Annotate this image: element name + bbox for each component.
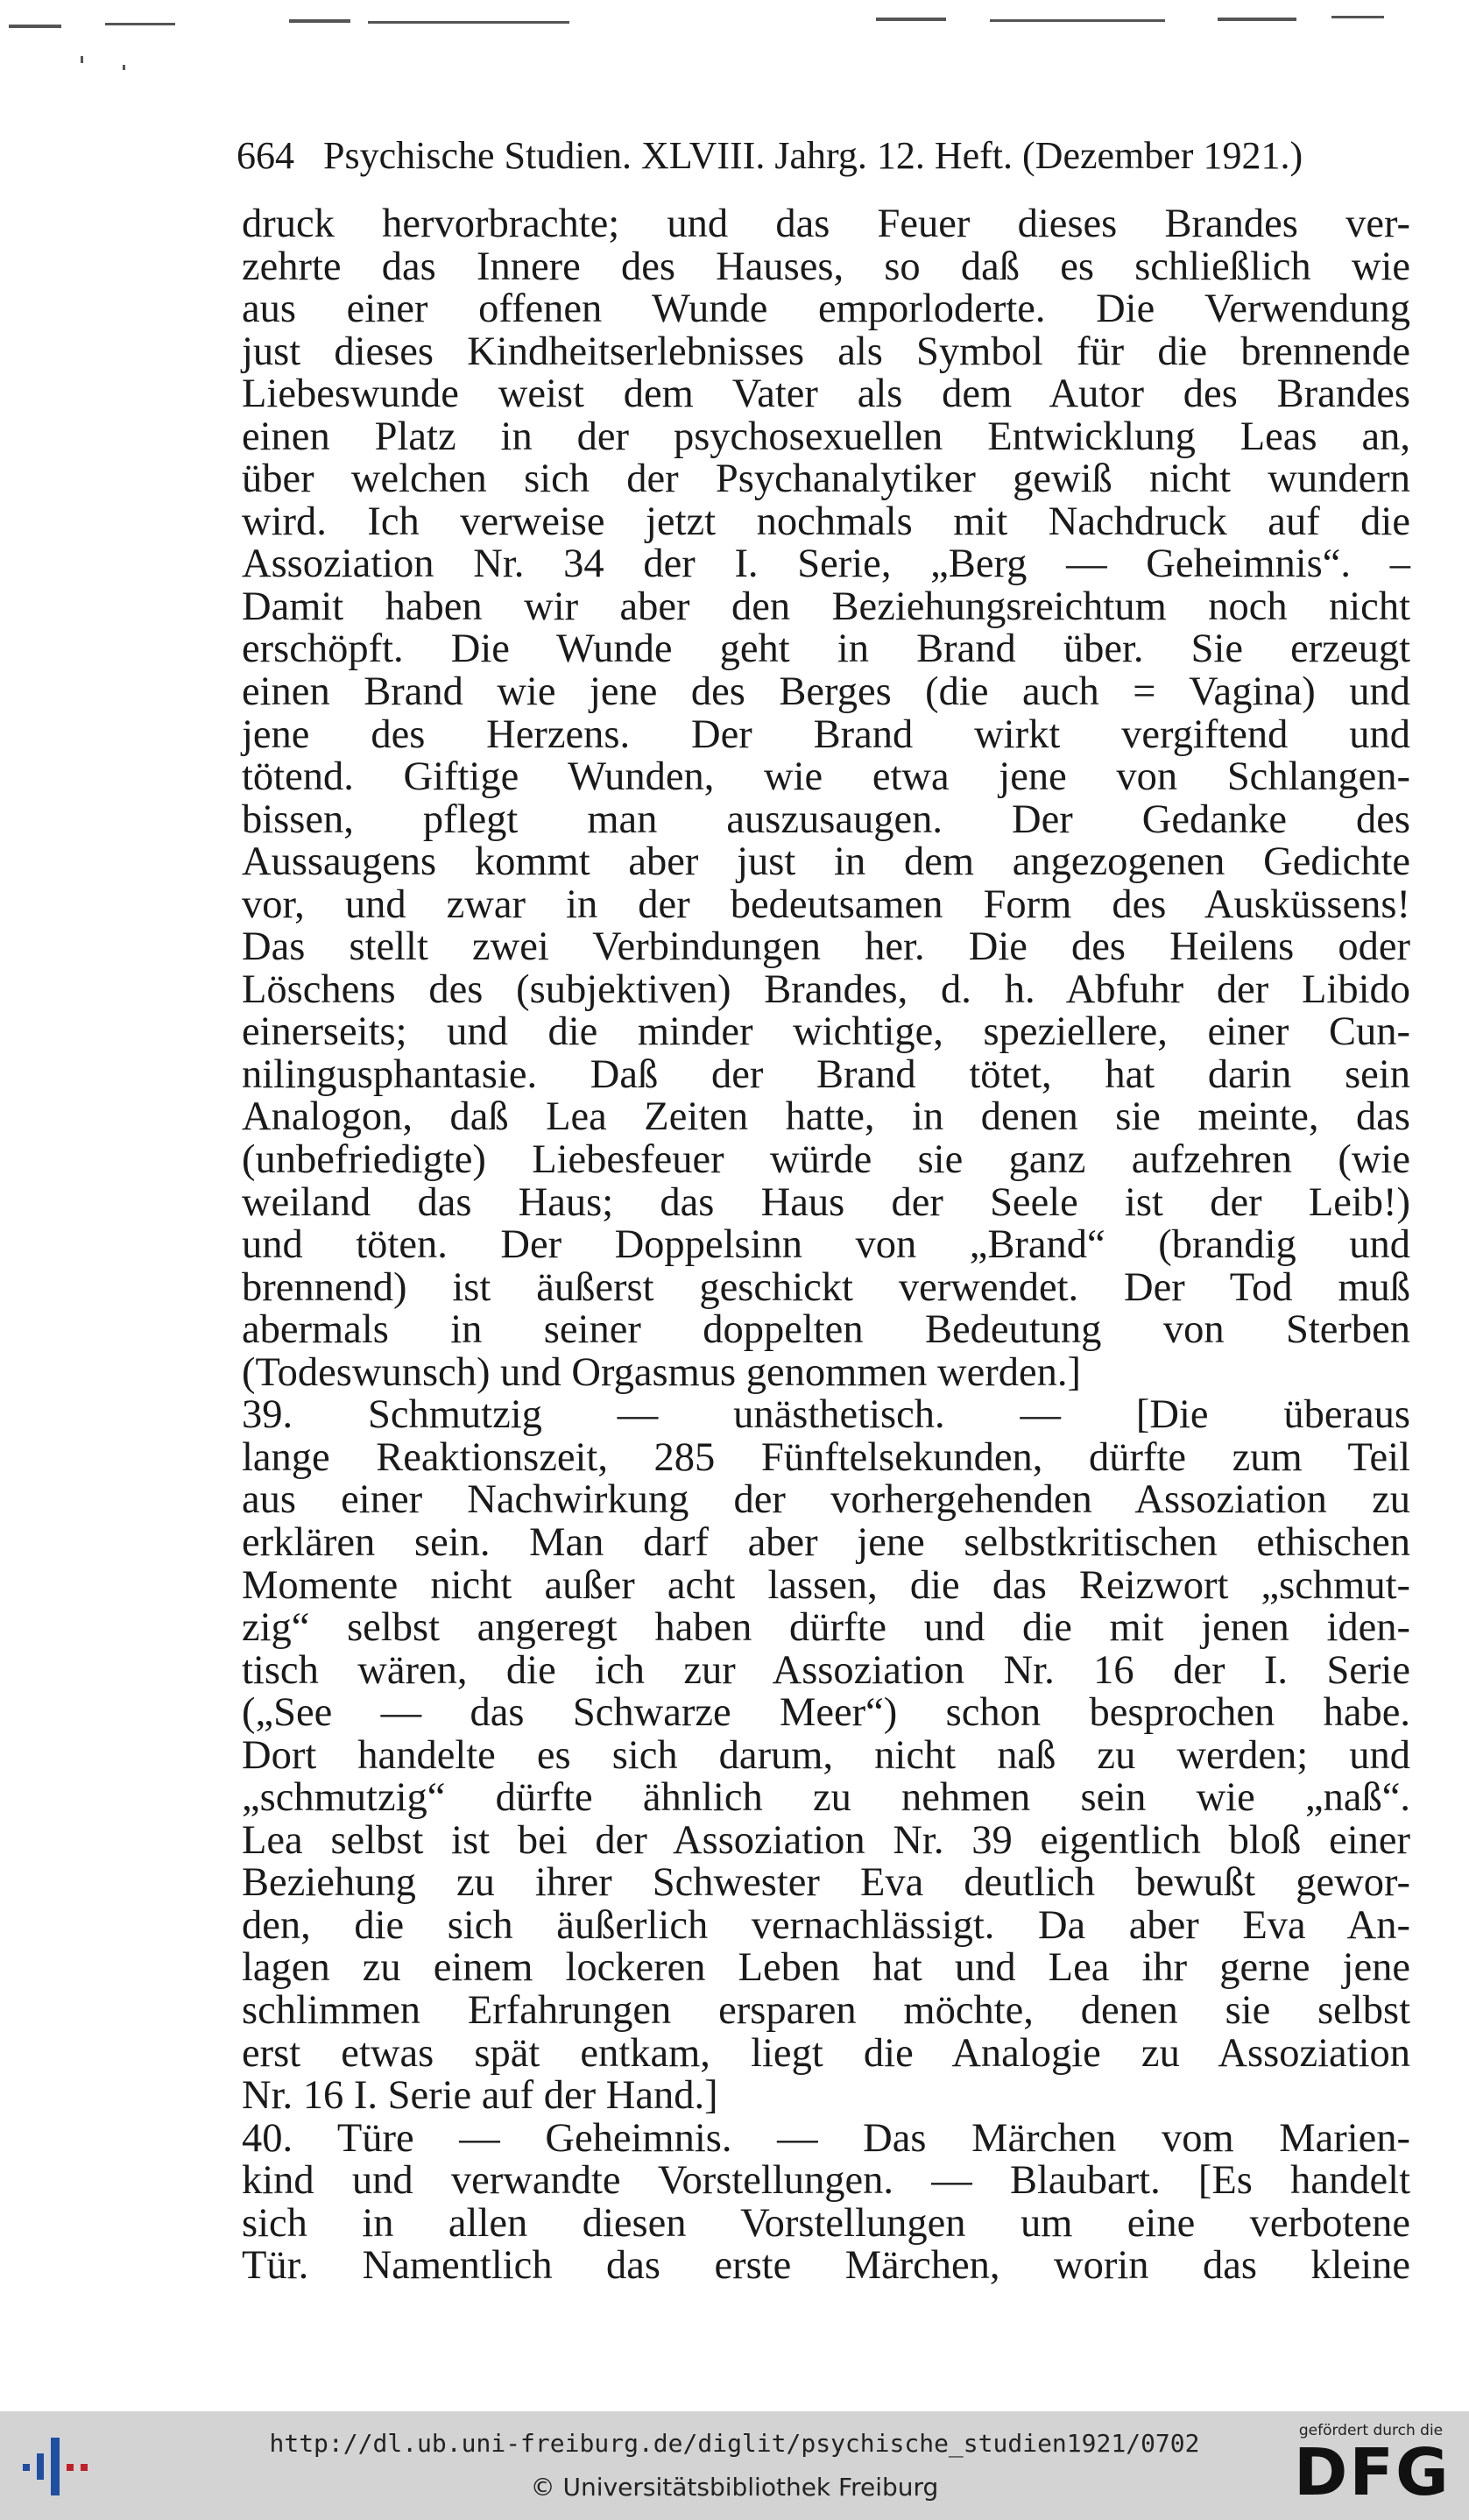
text-line: erklären sein. Man darf aber jene selbstkritischen ethischen — [242, 1519, 1410, 1565]
text-line: erschöpft. Die Wunde geht in Brand über. Sie erzeugt — [242, 626, 1410, 672]
running-title: Psychische Studien. XLVIII. Jahrg. 12. Heft. (Dezember 1921.) — [323, 134, 1303, 177]
page-number: 664 — [237, 134, 294, 177]
dfg-caption: gefördert durch die — [1298, 2422, 1444, 2439]
text-line: 40. Türe — Geheimnis. — Das Märchen vom Marien- — [242, 2115, 1410, 2161]
text-line: den, die sich äußerlich vernachlässigt. Da aber Eva An- — [242, 1902, 1410, 1948]
text-line: Analogon, daß Lea Zeiten hatte, in denen sie meinte, das — [242, 1094, 1410, 1140]
text-line: und töten. Der Doppelsinn von „Brand“ (brandig und — [242, 1222, 1410, 1268]
text-line: weiland das Haus; das Haus der Seele ist der Leib!) — [242, 1179, 1410, 1225]
text-line: druck hervorbrachte; und das Feuer dieses Brandes ver- — [242, 202, 1410, 246]
text-line: über welchen sich der Psychanalytiker gewiß nicht wundern — [242, 457, 1410, 502]
text-line: Nr. 16 I. Serie auf der Hand.] — [242, 2073, 718, 2119]
text-line: nilingusphantasie. Daß der Brand tötet, hat darin sein — [242, 1051, 1410, 1097]
text-line: (unbefriedigte) Liebesfeuer würde sie ganz aufzehren (wie — [242, 1137, 1410, 1183]
text-line: abermals in seiner doppelten Bedeutung von Sterben — [242, 1307, 1410, 1353]
source-url[interactable]: http://dl.ub.uni-freiburg.de/diglit/psychische_studien1921/0702 — [269, 2429, 1200, 2458]
text-line: tötend. Giftige Wunden, wie etwa jene von Schlangen- — [242, 754, 1410, 800]
dfg-logo: DFG — [1294, 2435, 1451, 2510]
text-line: „schmutzig“ dürfte ähnlich zu nehmen sein wie „naß“. — [242, 1775, 1410, 1821]
text-line: Liebeswunde weist dem Vater als dem Autor des Brandes — [242, 372, 1410, 417]
text-line: („See — das Schwarze Meer“) schon besprochen habe. — [242, 1690, 1410, 1736]
text-line: lagen zu einem lockeren Leben hat und Lea ihr gerne jene — [242, 1945, 1410, 1991]
text-line: Aussaugens kommt aber just in dem angezogenen Gedichte — [242, 839, 1410, 885]
text-line: just dieses Kindheitserlebnisses als Symbol für die brennende — [242, 329, 1410, 374]
text-line: Beziehung zu ihrer Schwester Eva deutlich bewußt gewor- — [242, 1860, 1410, 1906]
text-line: Damit haben wir aber den Beziehungsreichtum noch nicht — [242, 584, 1410, 629]
text-line: Momente nicht außer acht lassen, die das Reizwort „schmut- — [242, 1562, 1410, 1608]
running-header — [237, 130, 1410, 182]
text-line: aus einer offenen Wunde emporloderte. Die Verwendung — [242, 287, 1410, 332]
text-line: Assoziation Nr. 34 der I. Serie, „Berg — Geheimnis“. – — [242, 542, 1410, 587]
text-line: sich in allen diesen Vorstellungen um eine verbotene — [242, 2200, 1410, 2246]
text-line: kind und verwandte Vorstellungen. — Blaubart. [Es handelt — [242, 2158, 1410, 2204]
copyright-notice: © Universitätsbibliothek Freiburg — [530, 2473, 939, 2502]
dfg-funding-block — [1294, 2422, 1451, 2513]
text-line: schlimmen Erfahrungen ersparen möchte, denen sie selbst — [242, 1987, 1410, 2033]
text-line: Dort handelte es sich darum, nicht naß zu werden; und — [242, 1732, 1410, 1778]
text-line: lange Reaktionszeit, 285 Fünftelsekunden, dürfte zum Teil — [242, 1434, 1410, 1480]
footer-bar — [0, 2411, 1469, 2520]
text-line: Löschens des (subjektiven) Brandes, d. h. Abfuhr der Libido — [242, 966, 1410, 1012]
text-line: (Todeswunsch) und Orgasmus genommen werden.] — [242, 1349, 1081, 1395]
text-line: Das stellt zwei Verbindungen her. Die des Heilens oder — [242, 924, 1410, 970]
text-line: erst etwas spät entkam, liegt die Analogie zu Assoziation — [242, 2030, 1410, 2076]
text-line: einen Platz in der psychosexuellen Entwicklung Leas an, — [242, 414, 1410, 459]
text-line: zig“ selbst angeregt haben dürfte und die mit jenen iden- — [242, 1605, 1410, 1651]
text-line: bissen, pflegt man auszusaugen. Der Gedanke des — [242, 796, 1410, 842]
text-line: tisch wären, die ich zur Assoziation Nr. 16 der I. Serie — [242, 1647, 1410, 1693]
text-line: wird. Ich verweise jetzt nochmals mit Nachdruck auf die — [242, 499, 1410, 544]
scan-noise — [0, 0, 1469, 105]
text-line: jene des Herzens. Der Brand wirkt vergiftend und — [242, 711, 1410, 757]
text-line: aus einer Nachwirkung der vorhergehenden Assoziation zu — [242, 1477, 1410, 1523]
text-line: vor, und zwar in der bedeutsamen Form des Ausküssens! — [242, 881, 1410, 927]
main-text-column — [242, 203, 1410, 2288]
text-line: Tür. Namentlich das erste Märchen, worin das kleine — [242, 2243, 1410, 2289]
text-line: brennend) ist äußerst geschickt verwendet. Der Tod muß — [242, 1264, 1410, 1310]
text-line: einen Brand wie jene des Berges (die auch = Vagina) und — [242, 669, 1410, 715]
text-line: zehrte das Innere des Hauses, so daß es schließlich wie — [242, 244, 1410, 289]
text-line: Lea selbst ist bei der Assoziation Nr. 39 eigentlich bloß einer — [242, 1817, 1410, 1863]
text-line: 39. Schmutzig — unästhetisch. — [Die überaus — [242, 1392, 1410, 1438]
text-line: einerseits; und die minder wichtige, speziellere, einer Cun- — [242, 1009, 1410, 1055]
